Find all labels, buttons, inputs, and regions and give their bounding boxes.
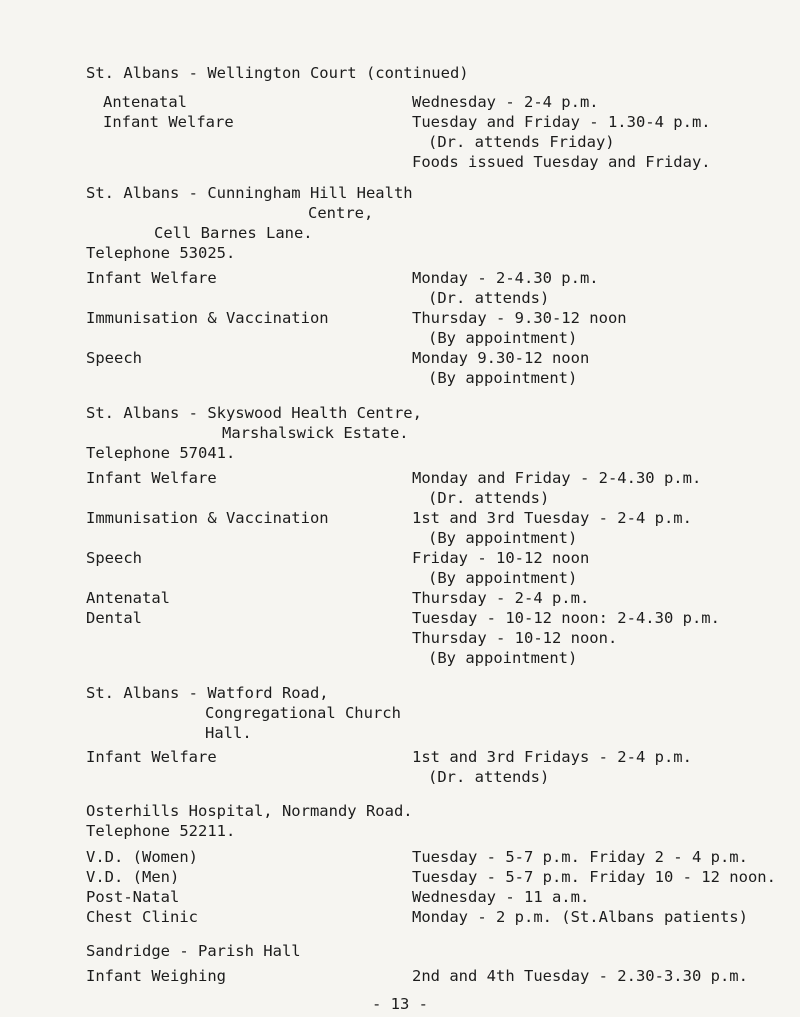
service-label: V.D. (Men) <box>86 868 180 886</box>
service-time: Thursday - 10-12 noon. <box>412 629 618 647</box>
service-label: Chest Clinic <box>86 908 198 926</box>
section-title: Hall. <box>205 724 252 742</box>
service-time: Monday - 2 p.m. (St.Albans patients) <box>412 908 748 926</box>
service-time: Thursday - 2-4 p.m. <box>412 589 590 607</box>
service-note: (Dr. attends Friday) <box>428 133 615 151</box>
service-label: Infant Welfare <box>86 269 217 287</box>
section-title: St. Albans - Skyswood Health Centre, <box>86 404 422 422</box>
telephone: Telephone 53025. <box>86 244 236 262</box>
service-time: Thursday - 9.30-12 noon <box>412 309 627 327</box>
service-note: (Dr. attends) <box>428 768 550 786</box>
service-note: (By appointment) <box>428 329 578 347</box>
service-time: Tuesday and Friday - 1.30-4 p.m. <box>412 113 711 131</box>
service-time: Wednesday - 11 a.m. <box>412 888 590 906</box>
service-label: Speech <box>86 349 142 367</box>
section-title: Osterhills Hospital, Normandy Road. <box>86 802 413 820</box>
service-time: Monday 9.30-12 noon <box>412 349 590 367</box>
service-label: Dental <box>86 609 142 627</box>
service-time: Wednesday - 2-4 p.m. <box>412 93 599 111</box>
service-label: Speech <box>86 549 142 567</box>
service-note: (Dr. attends) <box>428 489 550 507</box>
service-note: (Dr. attends) <box>428 289 550 307</box>
service-label: V.D. (Women) <box>86 848 198 866</box>
page-number: - 13 - <box>372 995 428 1013</box>
service-label: Immunisation & Vaccination <box>86 309 329 327</box>
section-address: Marshalswick Estate. <box>222 424 409 442</box>
section-title: Centre, <box>308 204 374 222</box>
telephone: Telephone 52211. <box>86 822 236 840</box>
section-title: St. Albans - Cunningham Hill Health <box>86 184 413 202</box>
service-note: (By appointment) <box>428 569 578 587</box>
service-label: Immunisation & Vaccination <box>86 509 329 527</box>
service-time: Friday - 10-12 noon <box>412 549 590 567</box>
service-time: Monday - 2-4.30 p.m. <box>412 269 599 287</box>
service-time: 2nd and 4th Tuesday - 2.30-3.30 p.m. <box>412 967 748 985</box>
service-label: Post-Natal <box>86 888 180 906</box>
service-label: Antenatal <box>86 589 170 607</box>
service-time: 1st and 3rd Tuesday - 2-4 p.m. <box>412 509 692 527</box>
service-label: Infant Welfare <box>86 748 217 766</box>
telephone: Telephone 57041. <box>86 444 236 462</box>
section-title: St. Albans - Watford Road, <box>86 684 329 702</box>
service-time: 1st and 3rd Fridays - 2-4 p.m. <box>412 748 692 766</box>
service-label: Antenatal <box>103 93 187 111</box>
service-label: Infant Welfare <box>86 469 217 487</box>
section-title: Sandridge - Parish Hall <box>86 942 301 960</box>
service-time: Tuesday - 5-7 p.m. Friday 10 - 12 noon. <box>412 868 776 886</box>
service-time: Tuesday - 5-7 p.m. Friday 2 - 4 p.m. <box>412 848 748 866</box>
service-time: Tuesday - 10-12 noon: 2-4.30 p.m. <box>412 609 720 627</box>
service-label: Infant Welfare <box>103 113 234 131</box>
service-note: (By appointment) <box>428 369 578 387</box>
service-note: (By appointment) <box>428 649 578 667</box>
section-title: Congregational Church <box>205 704 401 722</box>
page-header: St. Albans - Wellington Court (continued) <box>86 64 469 82</box>
service-label: Infant Weighing <box>86 967 226 985</box>
service-note: (By appointment) <box>428 529 578 547</box>
service-note: Foods issued Tuesday and Friday. <box>412 153 711 171</box>
service-time: Monday and Friday - 2-4.30 p.m. <box>412 469 702 487</box>
section-address: Cell Barnes Lane. <box>154 224 313 242</box>
